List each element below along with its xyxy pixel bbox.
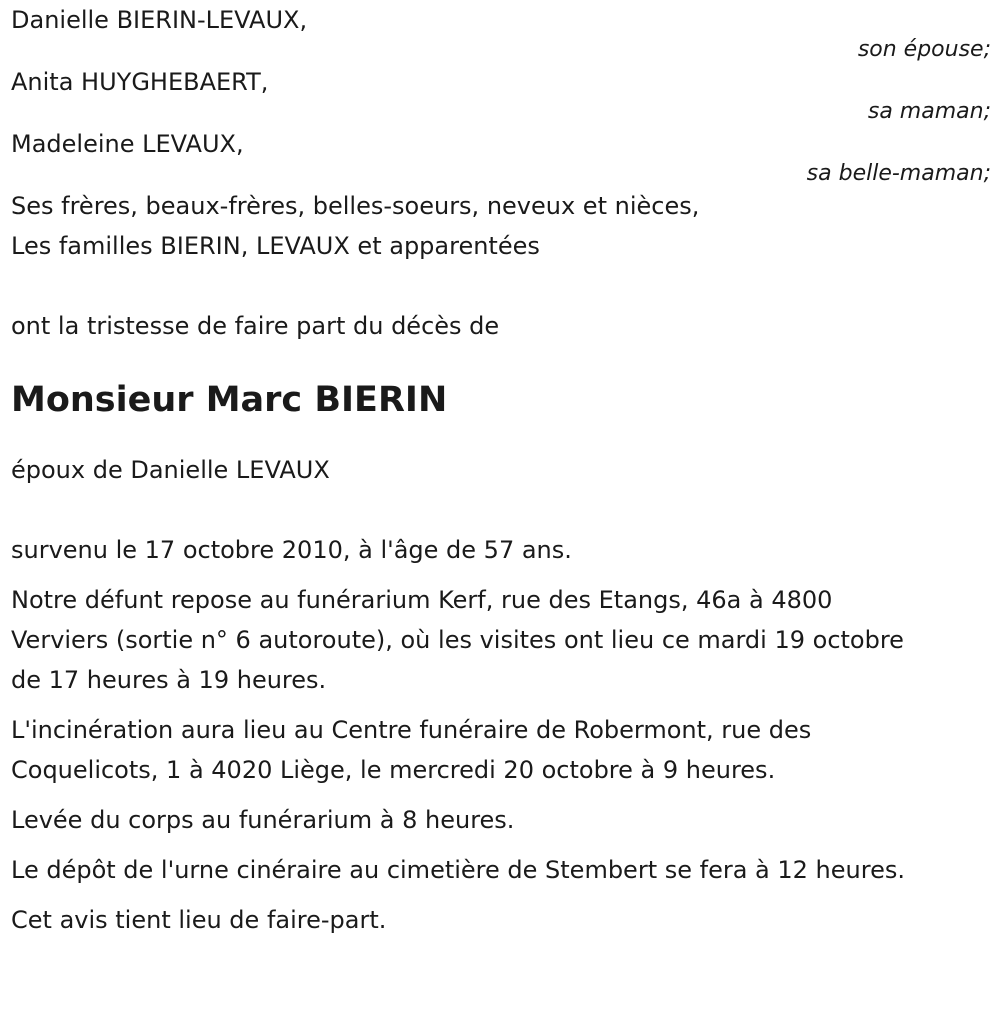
announcement-text: ont la tristesse de faire part du décès de — [11, 312, 500, 340]
mourner-name: Anita HUYGHEBAERT, — [11, 68, 269, 96]
family-block — [11, 186, 991, 266]
spouse-line: époux de Danielle LEVAUX — [11, 456, 330, 484]
obituary-document — [11, 0, 991, 950]
mourner-name: Danielle BIERIN-LEVAUX, — [11, 6, 308, 34]
paragraph: Cet avis tient lieu de faire-part. — [11, 906, 387, 934]
paragraph: Notre défunt repose au funérarium Kerf, rue des Etangs, 46a à 4800 Verviers (sortie n° 6 autoroute), où les visites ont lieu ce mardi 19 octobre de 17 heures à 19 heures. — [11, 586, 904, 694]
paragraph: L'incinération aura lieu au Centre funéraire de Robermont, rue des Coquelicots, 1 à 4020 Liège, le mercredi 20 octobre à 9 heures. — [11, 716, 812, 784]
mourner-relation: sa maman; — [867, 99, 991, 124]
mourner-relation: son épouse; — [857, 37, 991, 62]
mourner-name: Madeleine LEVAUX, — [11, 130, 244, 158]
mourner-entry — [11, 62, 991, 124]
deceased-name: Monsieur Marc BIERIN — [11, 380, 448, 420]
family-line: Ses frères, beaux-frères, belles-soeurs, neveux et nièces, — [11, 192, 700, 220]
mourner-relation: sa belle-maman; — [806, 161, 991, 186]
paragraph: Levée du corps au funérarium à 8 heures. — [11, 806, 515, 834]
family-line: Les familles BIERIN, LEVAUX et apparentées — [11, 232, 540, 260]
mourner-entry — [11, 124, 991, 186]
mourner-entry — [11, 0, 991, 62]
paragraph: survenu le 17 octobre 2010, à l'âge de 57 ans. — [11, 536, 572, 564]
paragraph: Le dépôt de l'urne cinéraire au cimetière de Stembert se fera à 12 heures. — [11, 856, 905, 884]
